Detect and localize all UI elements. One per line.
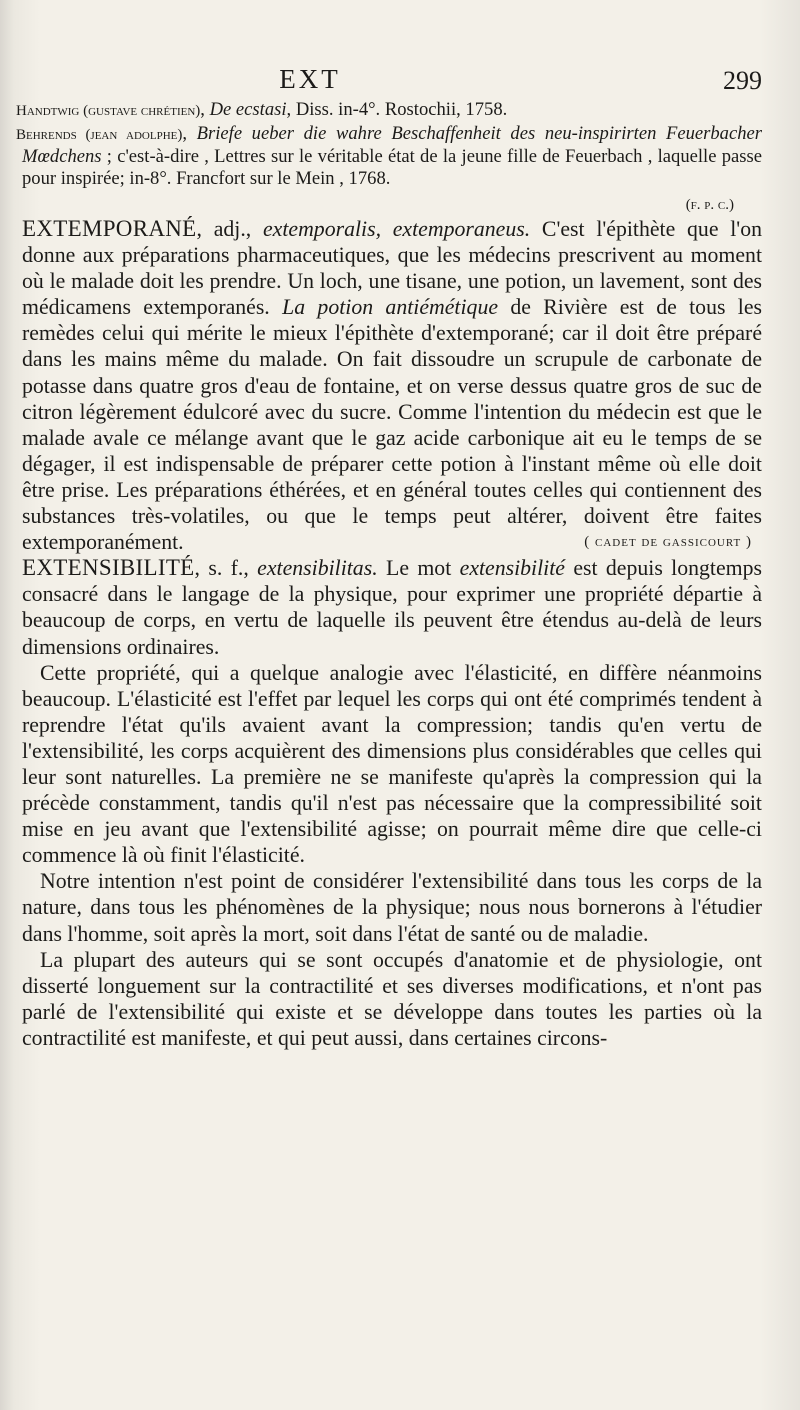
page-text [16, 99, 763, 1051]
entry-text: de Rivière est de tous les remèdes celui qui mérite le mieux l'épithète d'extemporané; car il doit être préparé dans les mains même du malade. On fait dissoudre un scrupule de carbonate de potasse dans quatre gros d'eau de fontaine, et on verse dessus quatre gros de suc de citron légèrement édulcoré avec du sucre. Comme l'intention du médecin est que le malade avale ce mélange avant que le gaz acide carbonique ait eu le temps de se dégager, il est indispensable de préparer cette potion à l'instant même où elle doit être prise. Les préparations éthérées, et en général toutes celles qui contiennent des substances très-volatiles, ou que le temps peut altérer, doivent être faites extemporanément. [22, 295, 762, 555]
bib-title: De ecstasi [209, 99, 287, 120]
bib-entry [16, 123, 763, 190]
paragraph: La plupart des auteurs qui se sont occupés d'anatomie et de physiologie, ont disserté longuement sur la contractilité et ses diverses modifications, et n'ont pas parlé de l'extensibilité qui existe et se développe dans toutes les parties où la contractilité est manifeste, et qui peut aussi, dans certaines circons- [22, 947, 762, 1050]
headword: EXTENSIBILITÉ [22, 555, 195, 581]
author-signature: ( cadet de gassicourt ) [584, 534, 752, 551]
paragraph: Notre intention n'est point de considérer l'extensibilité dans tous les corps de la nature, dans tous les phénomènes de la physique; nous nous bornerons à l'étudier dans l'homme, soit après la mort, soit dans l'état de santé ou de maladie. [22, 869, 762, 946]
bib-sep: , [182, 123, 197, 144]
bib-details: , Diss. in-4°. Rostochii, 1758. [286, 99, 508, 120]
bib-details: ; c'est-à-dire , Lettres sur le véritable état de la jeune fille de Feuerbach , laquelle passe pour inspirée; in-8°. Francfort sur le Mein , 1768. [22, 146, 762, 189]
bib-sep: , [200, 99, 210, 120]
entry-emphasis: La potion antiémétique [282, 295, 499, 320]
bib-title: Briefe ueber die wahre Beschaffenheit des neu-inspirirten Feuerbacher Mœdchens [22, 123, 763, 167]
entry-text: Le mot [377, 556, 460, 581]
bib-signature: (f. p. c.) [685, 197, 734, 213]
entry-extensibilite [22, 555, 762, 659]
entry-text: C'est l'épithète que l'on donne aux préparations pharmaceutiques, que les médecins prescrivent au moment où le malade doit les prendre. Un loch, une tisane, une potion, un lavement, sont des médicamens extemporanés. [22, 217, 763, 320]
bib-author: Handtwig (gustave chrétien) [16, 103, 201, 119]
bib-author: Behrends (jean adolphe) [16, 127, 183, 143]
page-number: 299 [723, 66, 762, 95]
headword: EXTEMPORANÉ [22, 216, 197, 241]
entry-extemporane [22, 216, 762, 555]
latin-term: extensibilitas. [257, 556, 378, 581]
entry-emphasis: extensibilité [459, 556, 565, 581]
entry-text: est depuis longtemps consacré dans le langage de la physique, pour exprimer une propriété départie à beaucoup de corps, en vertu de laquelle ils peuvent être étendus au-delà de leurs dimensions ordinaires. [22, 556, 762, 659]
latin-term: extemporalis, extemporaneus. [262, 217, 531, 241]
running-head-title: EXT [279, 64, 341, 94]
grammar-label: , adj., [196, 217, 263, 241]
grammar-label: , s. f., [194, 556, 258, 581]
running-head [0, 64, 800, 98]
paragraph: Cette propriété, qui a quelque analogie avec l'élasticité, en diffère néanmoins beaucoup. L'élasticité est l'effet par lequel les corps qui ont été comprimés tendent à reprendre l'état qu'ils avaient avant la compression; tandis qu'en vertu de l'extensibilité, les corps acquièrent des dimensions plus considérables que celles qui leur sont naturelles. La première ne se manifeste qu'après la compression qui la précède constamment, tandis qu'il n'est pas nécessaire que la compressibilité soit mise en jeu avant que l'extensibilité agisse; on pourrait même dire que celle-ci commence là où finit l'élasticité. [22, 660, 762, 868]
bib-entry [16, 99, 762, 122]
